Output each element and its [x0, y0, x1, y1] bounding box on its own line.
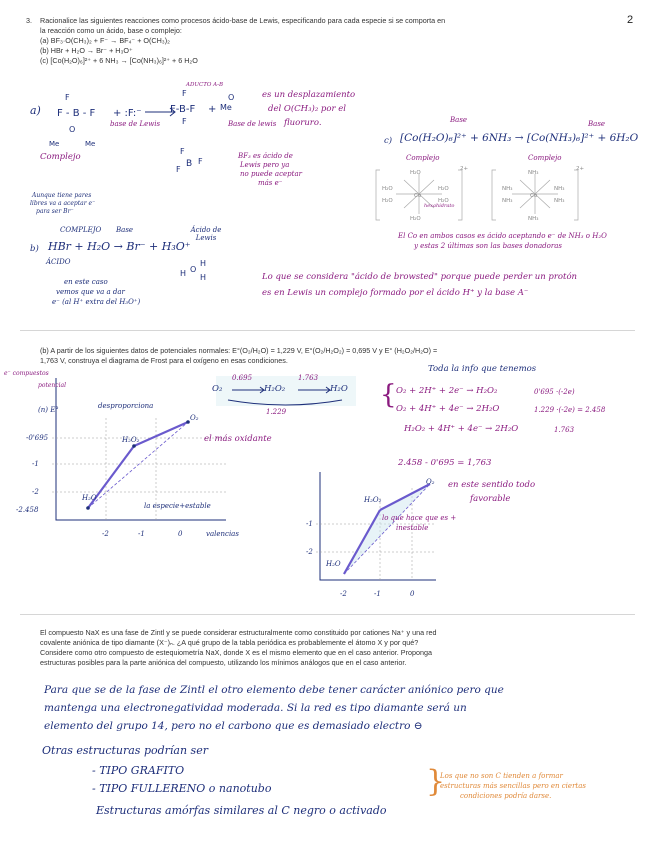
base-b: Base	[116, 226, 134, 234]
complejo-c2: Complejo	[528, 154, 562, 162]
aducto-note: ADUCTO A-B	[186, 82, 224, 88]
b-note-1: Aunque tiene pares	[32, 192, 92, 199]
eq-3-val: 1.763	[554, 426, 575, 434]
q3-item-a: (a) BF₃·O(CH₃)₂ + F⁻ → BF₄⁻ + O(CH₃)₂	[40, 36, 170, 45]
frost1-y0: -0'695	[26, 434, 49, 442]
complejo-a: Complejo	[40, 152, 81, 162]
frost2-y0: -1	[306, 520, 313, 528]
reaction-c: [Co(H₂O)₆]²⁺ + 6NH₃ → [Co(NH₃)₆]²⁺ + 6H₂O	[400, 132, 639, 144]
bronsted-1: Lo que se considera "ácido de browsted" porque puede perder un protón	[262, 272, 578, 282]
qc-line-3: Considere como otro compuesto de estequiometría NaX, donde X es el mismo elemento que en el caso anterior. Proponga	[40, 648, 432, 657]
svg-text:F-B-F: F-B-F	[170, 104, 196, 115]
svg-text:F: F	[182, 89, 187, 98]
b-note-3: para ser Br⁻	[36, 208, 74, 215]
svg-text:O: O	[190, 265, 197, 274]
svg-text:Me: Me	[85, 140, 96, 148]
hexa-note: hexahidrato	[424, 203, 455, 209]
qc-side-1: Los que no son C tienden a formar	[440, 772, 563, 780]
qc-opt-2: - TIPO FULLERENO o nanotubo	[92, 782, 272, 795]
divider-1	[20, 330, 635, 331]
latimer-o2: O₂	[212, 384, 223, 394]
page-number: 2	[627, 14, 634, 26]
frost2-y1: -2	[306, 548, 313, 556]
h3o-structure	[176, 256, 216, 286]
svg-text:H₂O: H₂O	[410, 216, 421, 222]
base-lewis-a2: Base de lewis	[228, 120, 277, 128]
svg-text:B: B	[186, 159, 193, 169]
base-c1: Base	[450, 116, 468, 124]
eq-1-val: 0'695 ·(-2e)	[534, 388, 575, 396]
frost2-h2o2: H₂O₂	[364, 496, 382, 504]
qc-opt-1: - TIPO GRAFITO	[92, 764, 185, 777]
frost1-h2o: H₂O	[82, 494, 97, 502]
eq-2: O₂ + 4H⁺ + 4e⁻ → 2H₂O	[396, 404, 500, 414]
svg-text:F: F	[65, 93, 70, 102]
b-case-3: e⁻ (al H⁺ extra del H₃O⁺)	[52, 298, 141, 306]
svg-text:2+: 2+	[576, 166, 584, 172]
b-case-2: vemos que va a dar	[56, 288, 125, 296]
all-acid-note: Toda la info que tenemos	[428, 364, 537, 374]
svg-text:H: H	[200, 273, 207, 282]
frost2-o2: O₂	[426, 478, 435, 486]
frost-diagram-1	[16, 368, 286, 548]
frost2-h2o: H₂O	[326, 560, 341, 568]
eq-2-val: 1.229 ·(-2e) = 2.458	[534, 406, 606, 414]
frost1-potencial: potencial	[38, 382, 67, 389]
frost2-x2: 0	[410, 590, 415, 598]
frost1-mas-oxidante: el más oxidante	[204, 434, 272, 444]
b-note-2: libres va a aceptar e⁻	[30, 200, 96, 207]
displacement-2: del O(CH₃)₂ por el	[268, 104, 346, 114]
svg-text:+: +	[208, 104, 217, 115]
qc-side-2: estructuras más sencillas pero en ciertas	[440, 782, 586, 790]
svg-text:NH₃: NH₃	[502, 186, 513, 192]
bf4-structure	[170, 84, 250, 144]
svg-text:F: F	[182, 117, 187, 126]
frost1-o2: O₂	[190, 414, 199, 422]
bronsted-2: es en Lewis un complejo formado por el ácido H⁺ y la base A⁻	[262, 288, 529, 298]
qc-line-1: El compuesto NaX es una fase de Zintl y se puede considerar estructuralmente como constituido por cationes Na⁺ y una red	[40, 628, 437, 637]
svg-text:F: F	[180, 147, 185, 156]
frost2-inestable-1: lo que hace que es +	[382, 514, 457, 522]
b-case-1: en este caso	[64, 278, 108, 286]
ans-b-label: b)	[30, 244, 39, 254]
svg-text:Me: Me	[220, 103, 232, 112]
bf3-note-4: más e⁻	[258, 179, 283, 187]
c-note-2: y estas 2 últimas son las bases donadoras	[414, 242, 562, 250]
latimer-v3: 1.229	[266, 408, 287, 416]
frost1-h2o2: H₂O₂	[122, 436, 140, 444]
frost1-y1: -1	[32, 460, 39, 468]
complejo-c1: Complejo	[406, 154, 440, 162]
bf3-structure	[176, 142, 226, 176]
complejo-b: COMPLEJO	[60, 226, 102, 234]
bf3-note-3: no puede aceptar	[240, 170, 302, 178]
displacement-3: fluoruro.	[284, 118, 322, 128]
q3-statement-2: la reacción como un ácido, base o complejo:	[40, 26, 182, 35]
svg-text:NH₃: NH₃	[528, 216, 539, 222]
svg-text:F - B - F: F - B - F	[57, 108, 96, 119]
octahedral-complexes-sketch	[374, 166, 584, 224]
ans-a-label: a)	[30, 104, 41, 117]
acido-lewis-b: Ácido de Lewis	[190, 226, 222, 242]
displacement-1: es un desplazamiento	[262, 90, 356, 100]
svg-text:+ :F:⁻: + :F:⁻	[113, 108, 142, 119]
svg-text:H: H	[180, 269, 187, 278]
frost1-y3: -2.458	[16, 506, 39, 514]
svg-text:NH₃: NH₃	[554, 186, 565, 192]
svg-text:F: F	[176, 165, 181, 174]
svg-text:H: H	[200, 259, 207, 268]
frost1-desproporciona: desproporciona	[98, 402, 154, 410]
reaction-b: HBr + H₂O → Br⁻ + H₃O⁺	[48, 240, 191, 253]
diff-eq: 2.458 - 0'695 = 1,763	[398, 458, 492, 468]
latimer-h2o2: H₂O₂	[264, 384, 286, 394]
qc-ans-3: elemento del grupo 14, pero no el carbono que es demasiado electro ⊖	[44, 720, 423, 732]
brace-right: }	[426, 764, 446, 799]
q3-statement-1: Racionalice las siguientes reacciones como procesos ácido-base de Lewis, especificando para cada especie si se comporta en	[40, 16, 446, 25]
base-lewis-a: base de Lewis	[110, 120, 161, 128]
svg-text:H₂O: H₂O	[438, 198, 449, 204]
svg-text:O: O	[69, 125, 76, 134]
svg-text:NH₃: NH₃	[528, 170, 539, 176]
qc-side-3: condiciones podría darse.	[460, 792, 552, 800]
frost1-e-compuestos: e⁻ compuestos	[4, 370, 49, 377]
latimer-v2: 1.763	[298, 374, 319, 382]
frost1-x0: -2	[102, 530, 109, 538]
frost1-mas-estable: la especie+estable	[144, 502, 211, 510]
eq-1: O₂ + 2H⁺ + 2e⁻ → H₂O₂	[396, 386, 498, 396]
frost2-x1: -1	[374, 590, 381, 598]
svg-text:H₂O: H₂O	[382, 198, 393, 204]
qc-otras: Otras estructuras podrían ser	[42, 744, 208, 757]
qc-line-2: covalente aniónica de tipo diamante (X⁻)ₙ. ¿A qué grupo de la tabla periódica es probablemente el átomo X y por qué?	[40, 638, 419, 647]
svg-text:NH₃: NH₃	[554, 198, 565, 204]
divider-2	[20, 614, 635, 615]
frost1-axis-label: (n) E°	[38, 406, 59, 414]
svg-text:Co: Co	[530, 193, 538, 199]
ans-c-label: c)	[384, 136, 393, 146]
svg-text:F: F	[198, 157, 203, 166]
svg-text:Me: Me	[49, 140, 60, 148]
svg-text:Co: Co	[414, 193, 422, 199]
svg-text:2+: 2+	[460, 166, 469, 172]
frost2-x0: -2	[340, 590, 347, 598]
q3-item-c: (c) [Co(H₂O)₆]²⁺ + 6 NH₃ → [Co(NH₃)₆]²⁺ + 6 H₂O	[40, 56, 198, 65]
svg-text:H₂O: H₂O	[438, 186, 449, 192]
eq-3: H₂O₂ + 4H⁺ + 4e⁻ → 2H₂O	[404, 424, 519, 434]
latimer-h2o: H₂O	[330, 384, 348, 394]
frost1-valencias: valencias	[206, 530, 239, 538]
frost2-inestable-2: inestable	[396, 524, 429, 532]
svg-text:H₂O: H₂O	[410, 170, 421, 176]
brace-left: {	[380, 380, 397, 410]
svg-text:NH₃: NH₃	[502, 198, 513, 204]
qc-ans-2: mantenga una electronegatividad moderada. Si la red es tipo diamante será un	[44, 702, 467, 714]
bf3-note-2: Lewis pero ya	[240, 161, 290, 169]
svg-text:H₂O: H₂O	[382, 186, 393, 192]
acido-b: ÁCIDO	[46, 258, 71, 266]
frost1-x1: -1	[138, 530, 145, 538]
frost2-favorable-2: favorable	[470, 494, 511, 504]
qb-statement-2: 1,763 V, construya el diagrama de Frost para el oxígeno en esas condiciones.	[40, 356, 288, 365]
c-note-1: El Co en ambos casos es ácido aceptando e⁻ de NH₃ o H₂O	[398, 232, 607, 240]
qc-opt-3: Estructuras amórfas similares al C negro o activado	[96, 804, 387, 817]
frost1-y2: -2	[32, 488, 39, 496]
latimer-v1: 0.695	[232, 374, 253, 382]
qb-statement-1: (b) A partir de los siguientes datos de potenciales normales: E°(O₂/H₂O) = 1,229 V, E°(O₂/H₂O₂) = 0,695 V y E° (H₂O₂/H₂O) =	[40, 346, 438, 355]
base-c2: Base	[588, 120, 606, 128]
q3-item-b: (b) HBr + H₂O → Br⁻ + H₃O⁺	[40, 46, 133, 55]
frost1-x2: 0	[178, 530, 183, 538]
qc-ans-1: Para que se de la fase de Zintl el otro elemento debe tener carácter aniónico pero que	[44, 684, 504, 696]
frost2-favorable-1: en este sentido todo	[448, 480, 536, 490]
qc-line-4: estructuras posibles para la parte aniónica del compuesto, utilizando los mínimos análogos que en el caso anterior.	[40, 658, 407, 667]
q3-number: 3.	[26, 16, 32, 25]
bf3-note-1: BF₃ es ácido de	[238, 152, 293, 160]
frost-diagram-2	[300, 468, 450, 598]
svg-text:O: O	[228, 93, 235, 102]
